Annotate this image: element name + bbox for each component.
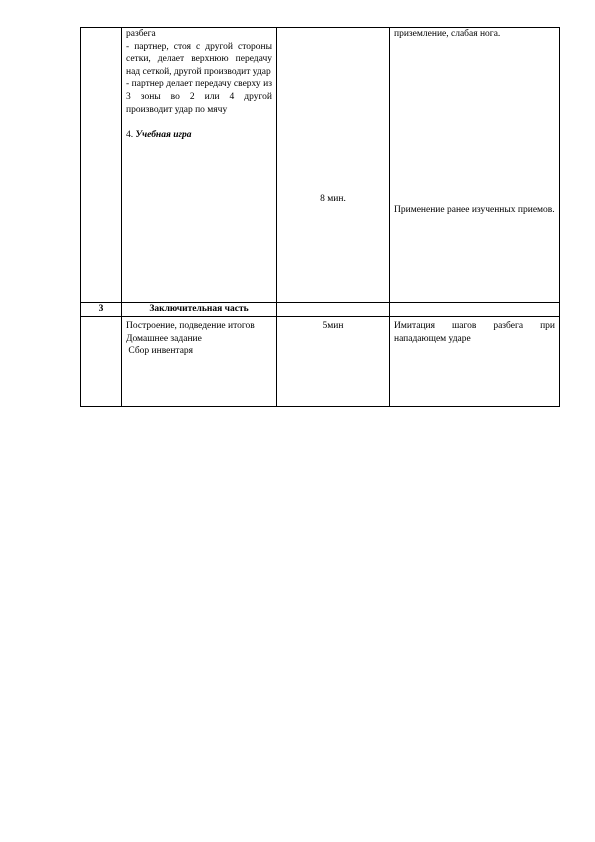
blank-line [126, 116, 272, 129]
notes-cell [390, 303, 560, 317]
section-number: 3 [98, 304, 104, 315]
content-line: - партнер, стоя с другой стороны сетки, делает верхнюю передачу над сеткой, другой производит удар [126, 41, 272, 77]
blank-space [394, 41, 555, 204]
content-cell [122, 28, 277, 303]
game-item-title: Учебная игра [135, 129, 192, 140]
time-cell [277, 28, 390, 303]
lesson-plan-table [80, 27, 560, 407]
table-row [81, 317, 560, 407]
content-line: разбега [126, 29, 156, 39]
section-number-cell [81, 28, 122, 303]
note-text: приземление, слабая нога. [394, 29, 501, 39]
section-number-cell [81, 303, 122, 317]
content-cell [122, 317, 277, 407]
content-line: Построение, подведение итогов [126, 321, 255, 331]
game-item-number: 4. [126, 129, 134, 140]
content-line: - партнер делает передачу сверху из 3 зоны во 2 или 4 другой производит удар по мячу [126, 79, 272, 115]
game-item [126, 129, 272, 142]
table-row [81, 28, 560, 303]
section-number-cell [81, 317, 122, 407]
note-text: Имитация шагов разбега при нападающем ударе [394, 321, 555, 344]
section-title-cell [122, 303, 277, 317]
notes-cell [390, 28, 560, 303]
note-text: Применение ранее изученных приемов. [394, 204, 555, 215]
time-cell [277, 317, 390, 407]
table-row [81, 303, 560, 317]
time-cell [277, 303, 390, 317]
content-line: Сбор инвентаря [126, 346, 194, 357]
content-line: Домашнее задание [126, 333, 202, 344]
section-title: Заключительная часть [149, 304, 249, 315]
notes-cell [390, 317, 560, 407]
duration: 5мин [322, 321, 344, 331]
duration: 8 мин. [320, 194, 346, 204]
